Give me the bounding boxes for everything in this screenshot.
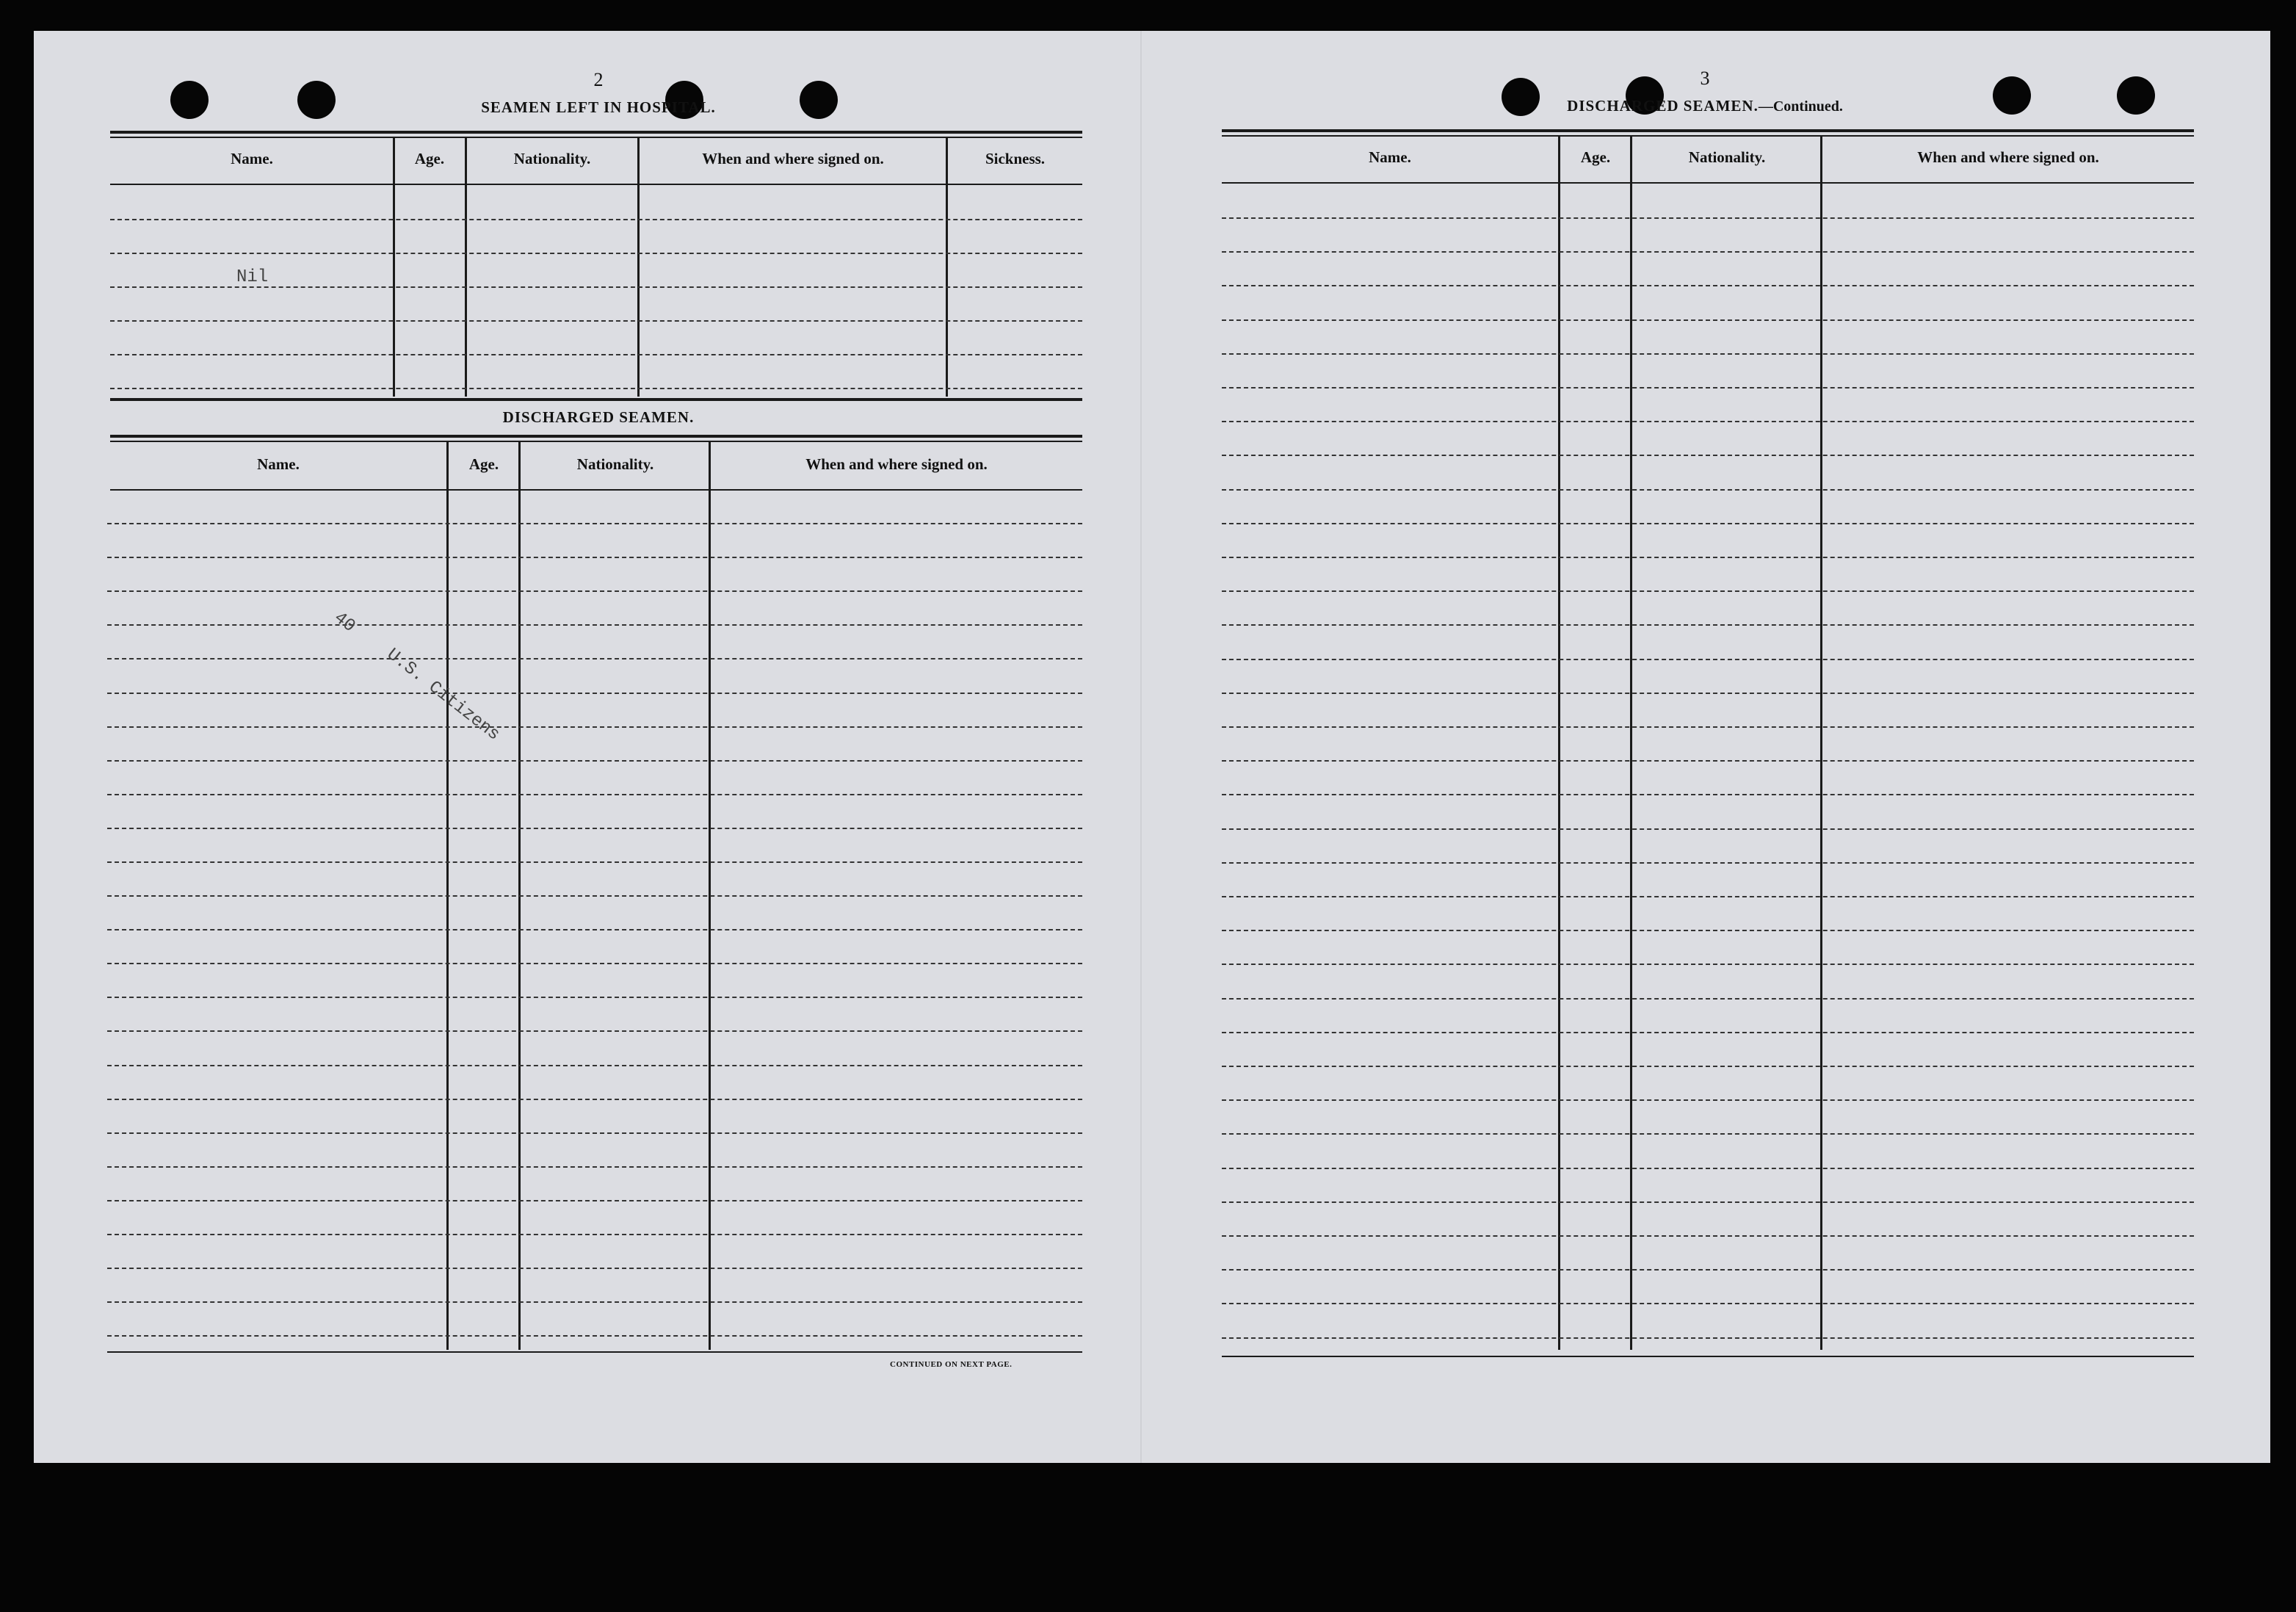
row-rule <box>1222 489 2194 491</box>
discharged-continued-title-main: DISCHARGED SEAMEN. <box>1567 97 1759 115</box>
row-rule <box>107 1268 1082 1269</box>
row-rule <box>1222 930 2194 931</box>
row-rule <box>1222 726 2194 728</box>
discharged-col-signed-on: When and where signed on. <box>805 455 988 473</box>
row-rule <box>107 658 1082 659</box>
discharged-col-name: Name. <box>257 455 300 473</box>
right-col-nationality: Nationality. <box>1688 148 1766 166</box>
table-rule <box>110 184 1082 185</box>
row-rule <box>107 861 1082 863</box>
punch-hole <box>297 81 336 119</box>
discharged-col-age: Age. <box>468 455 499 473</box>
column-divider <box>465 137 467 397</box>
row-rule <box>1222 1235 2194 1237</box>
hospital-col-age: Age. <box>414 150 445 167</box>
row-rule <box>107 1132 1082 1134</box>
row-rule <box>107 1234 1082 1235</box>
right-col-signed-on: When and where signed on. <box>1917 148 2099 166</box>
discharged-continued-suffix: —Continued. <box>1758 98 1843 115</box>
row-rule <box>1222 964 2194 965</box>
row-rule <box>1222 285 2194 286</box>
row-rule <box>1222 828 2194 830</box>
row-rule <box>107 760 1082 762</box>
hospital-col-nationality: Nationality. <box>513 150 591 167</box>
row-rule <box>107 693 1082 694</box>
row-rule <box>1222 1133 2194 1135</box>
table-rule <box>110 131 1082 134</box>
punch-hole <box>1502 78 1540 116</box>
discharged-continued-title <box>1567 97 1843 115</box>
row-rule <box>107 1065 1082 1066</box>
right-col-age: Age. <box>1580 148 1611 166</box>
row-rule <box>107 895 1082 897</box>
row-rule <box>1222 659 2194 660</box>
row-rule <box>1222 353 2194 355</box>
row-rule <box>107 557 1082 558</box>
row-rule <box>107 590 1082 592</box>
row-rule <box>110 320 1082 322</box>
row-rule <box>1222 387 2194 388</box>
row-rule <box>107 726 1082 728</box>
table-rule <box>110 441 1082 442</box>
row-rule <box>1222 523 2194 524</box>
discharged-col-nationality: Nationality. <box>576 455 654 473</box>
row-rule <box>107 523 1082 524</box>
column-divider <box>637 137 640 397</box>
table-rule <box>1222 1356 2194 1357</box>
row-rule <box>107 1166 1082 1168</box>
row-rule <box>1222 794 2194 795</box>
discharged-citizens-note: U.S. Citizens <box>383 645 504 745</box>
row-rule <box>107 1301 1082 1303</box>
row-rule <box>1222 998 2194 1000</box>
row-rule <box>1222 251 2194 253</box>
row-rule <box>1222 693 2194 694</box>
continued-footer: CONTINUED ON NEXT PAGE. <box>890 1360 1013 1369</box>
row-rule <box>110 219 1082 220</box>
row-rule <box>107 828 1082 829</box>
hospital-section-title: SEAMEN LEFT IN HOSPITAL. <box>481 98 716 116</box>
right-col-name: Name. <box>1369 148 1411 166</box>
hospital-col-sickness: Sickness. <box>985 150 1046 167</box>
discharged-section-title: DISCHARGED SEAMEN. <box>502 408 695 426</box>
page-number: 2 <box>593 69 604 90</box>
row-rule <box>1222 760 2194 762</box>
page-number: 3 <box>1700 68 1710 89</box>
document-sheet <box>34 31 2270 1463</box>
row-rule <box>110 388 1082 389</box>
discharged-count: 40 <box>330 608 359 637</box>
table-rule <box>1222 182 2194 184</box>
page-fold <box>1140 31 1142 1463</box>
table-rule <box>110 489 1082 491</box>
row-rule <box>1222 1303 2194 1304</box>
row-rule <box>1222 217 2194 219</box>
column-divider <box>393 137 395 397</box>
row-rule <box>107 963 1082 964</box>
row-rule <box>1222 1032 2194 1033</box>
table-rule <box>110 137 1082 138</box>
row-rule <box>107 624 1082 626</box>
punch-hole <box>1993 76 2031 115</box>
table-rule <box>110 398 1082 401</box>
row-rule <box>1222 862 2194 864</box>
row-rule <box>107 1030 1082 1032</box>
row-rule <box>110 354 1082 355</box>
row-rule <box>1222 1337 2194 1339</box>
row-rule <box>107 1200 1082 1201</box>
row-rule <box>107 929 1082 930</box>
row-rule <box>1222 590 2194 592</box>
punch-hole <box>800 81 838 119</box>
row-rule <box>1222 1066 2194 1067</box>
row-rule <box>110 253 1082 254</box>
table-rule <box>110 435 1082 438</box>
table-rule <box>107 1351 1082 1353</box>
row-rule <box>1222 1168 2194 1169</box>
punch-hole <box>2117 76 2155 115</box>
row-rule <box>1222 319 2194 321</box>
row-rule <box>107 1099 1082 1100</box>
table-rule <box>1222 135 2194 137</box>
table-rule <box>1222 129 2194 132</box>
row-rule <box>1222 896 2194 897</box>
row-rule <box>107 997 1082 998</box>
hospital-col-name: Name. <box>231 150 273 167</box>
row-rule <box>1222 1269 2194 1271</box>
column-divider <box>946 137 948 397</box>
row-rule <box>1222 557 2194 558</box>
row-rule <box>1222 455 2194 456</box>
row-rule <box>1222 1201 2194 1203</box>
row-rule <box>1222 1099 2194 1101</box>
hospital-col-signed-on: When and where signed on. <box>702 150 884 167</box>
hospital-nil-entry: Nil <box>236 267 269 287</box>
row-rule <box>107 1335 1082 1337</box>
row-rule <box>107 794 1082 795</box>
row-rule <box>1222 624 2194 626</box>
punch-hole <box>170 81 209 119</box>
row-rule <box>1222 421 2194 422</box>
